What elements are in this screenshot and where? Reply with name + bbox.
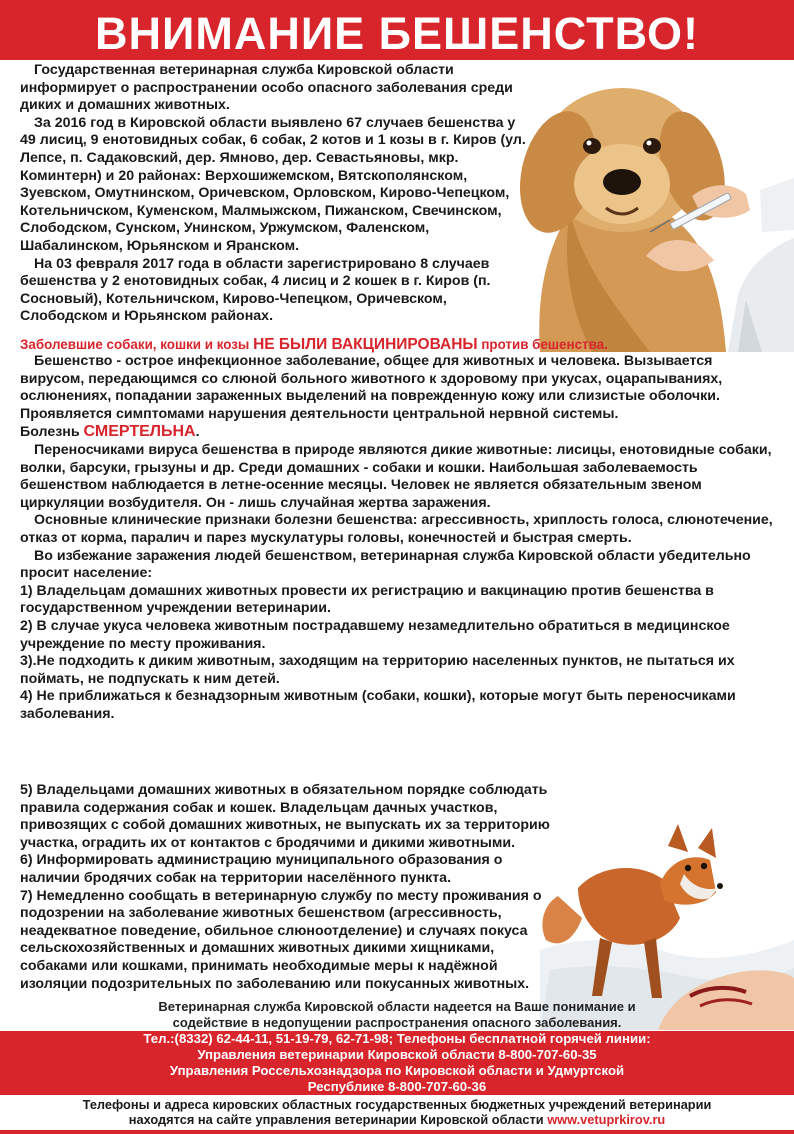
list-item: 7) Немедленно сообщать в ветеринарную службу по месту проживания о подозрении на заболевание животных бешенством (агрессивность, неадекватное поведение, обильное слюноотделение) и случаях покуса сельскохозяйственных и домашних животных дикими хищниками, собаками или кошками, принимать необходимые меры к надёжной изоляции подозрительных по заболеванию или покусанных животных. — [20, 887, 542, 992]
phones-line-1: Тел.:(8332) 62-44-11, 51-19-79, 62-71-98; Телефоны бесплатной горячей линии: — [143, 1031, 651, 1046]
intro-paragraph-3: На 03 февраля 2017 года в области зарегистрировано 8 случаев бешенства у 2 енотовидных собак, 4 лисиц и 2 кошек в г. Киров (п. Сосновый), Котельничском, Кирово-Чепецком, Оричевском, Слободском и Юрьянском районах. — [20, 255, 491, 325]
deadly-word: СМЕРТЕЛЬНА — [83, 423, 196, 441]
bottom-red-stripe — [0, 1130, 794, 1134]
warning-prefix: Заболевшие собаки, кошки и козы — [20, 337, 254, 352]
footer-line-2 — [0, 1112, 794, 1127]
dog-vaccination-illustration — [500, 60, 794, 352]
closing-line-1: Ветеринарная служба Кировской области надеется на Ваше понимание и — [158, 999, 636, 1014]
phones-line-3: Управления Россельхознадзора по Кировской области и Удмуртской — [169, 1063, 625, 1078]
phones-banner — [0, 1031, 794, 1095]
deadly-prefix: Болезнь — [20, 424, 84, 441]
list-item: 1) Владельцам домашних животных провести их регистрацию и вакцинацию против бешенства в государственном учреждении ветеринарии. — [20, 582, 714, 617]
intro-section — [20, 62, 530, 326]
closing-line-2: содействие в недопущении распространения опасного заболевания. — [172, 1015, 622, 1030]
list-item: 6) Информировать администрацию муниципального образования о наличии бродячих собак на территории населённого пункта. — [20, 852, 503, 886]
vaccination-warning — [20, 337, 778, 353]
warning-suffix: против бешенства. — [477, 337, 608, 352]
dog-vaccination-photo — [500, 60, 794, 352]
footer — [0, 1097, 794, 1127]
deadly-statement — [20, 423, 778, 442]
intro-paragraph-2: За 2016 год в Кировской области выявлено 67 случаев бешенства у 49 лисиц, 9 енотовидных собак, 6 собак, 2 котов и 1 козы в г. Киров (ул. Лепсе, п. Садаковский, дер. Ямново, дер. Севастьяновы, мкр. Коминтерн) и 20 районах: Верхошижемском, Вятскополянском, Зуевском, Омутнинском, Оричевском, Орловском, Кирово-Чепецком, Котельничском, Куменском, Малмыжском, Пижанском, Свечинском, Слободском, Сунском, Унинском, Уржумском, Фаленском, Шабалинском, Юрьянском и Яранском. — [20, 114, 526, 254]
list-item: 5) Владельцами домашних животных в обязательном порядке соблюдать правила содержания собак и кошек. Владельцам дачных участков, привозящих с собой домашних животных, не выпускать их за территорию участка, оградить их от контактов с бродячими и дикими животными. — [20, 782, 550, 851]
footer-line-2-text: находятся на сайте управления ветеринарии Кировской области — [128, 1112, 548, 1127]
main-section — [20, 337, 778, 723]
poster-title: ВНИМАНИЕ БЕШЕНСТВО! — [95, 8, 699, 59]
top-red-stripe — [0, 0, 794, 8]
list-item: 2) В случае укуса человека животным пострадавшему незамедлительно обратиться в медицинское учреждение по месту проживания. — [20, 617, 730, 652]
recommendations-narrow — [20, 782, 560, 993]
list-item: 4) Не приближаться к безнадзорным животным (собаки, кошки), которые могут быть переносчиками заболевания. — [20, 688, 736, 722]
appeal-paragraph: Во избежание заражения людей бешенством, ветеринарная служба Кировской области убедительно просит население: — [20, 547, 751, 582]
fox-and-bitten-hand-photo — [540, 800, 794, 1030]
website-link[interactable]: www.vetuprkirov.ru — [547, 1112, 666, 1127]
disease-description: Бешенство - острое инфекционное заболевание, общее для животных и человека. Вызывается вирусом, передающимся со слюной больного животного к здоровому при укусах, оцарапываниях, ослюнениях, попадании зараженных выделений на поврежденную кожу или слизистые оболочки. Проявляется симптомами нарушения деятельности центральной нервной системы. — [20, 353, 723, 422]
fox-illustration — [540, 800, 794, 1030]
list-item: 3).Не подходить к диким животным, заходящим на территорию населенных пунктов, не пытаться их поймать, не подпускать к ним детей. — [20, 653, 735, 687]
deadly-suffix: . — [195, 424, 200, 441]
intro-paragraph-1: Государственная ветеринарная служба Кировской области информирует о распространении особо опасного заболевания среди диких и домашних животных. — [20, 62, 513, 114]
carriers-paragraph: Переносчиками вируса бешенства в природе являются дикие животные: лисицы, енотовидные собаки, волки, барсуки, грызуны и др. Среди домашних - собаки и кошки. Наибольшая заболеваемость бешенством наблюдается в летне-осенние месяцы. Человек не является обязательным звеном циркуляции возбудителя. Он - лишь случайная жертва заражения. — [20, 441, 772, 511]
symptoms-paragraph: Основные клинические признаки болезни бешенства: агрессивность, хриплость голоса, слюнотечение, отказ от корма, паралич и парез мускулатуры головы, конечностей и быстрая смерть. — [20, 512, 773, 546]
phones-line-2: Управления ветеринарии Кировской области 8-800-707-60-35 — [197, 1047, 597, 1062]
footer-line-1: Телефоны и адреса кировских областных государственных бюджетных учреждений ветеринарии — [82, 1097, 712, 1112]
phones-line-4: Республике 8-800-707-60-36 — [307, 1079, 487, 1094]
warning-highlight: НЕ БЫЛИ ВАКЦИНИРОВАНЫ — [253, 336, 478, 353]
closing-note — [60, 999, 734, 1031]
